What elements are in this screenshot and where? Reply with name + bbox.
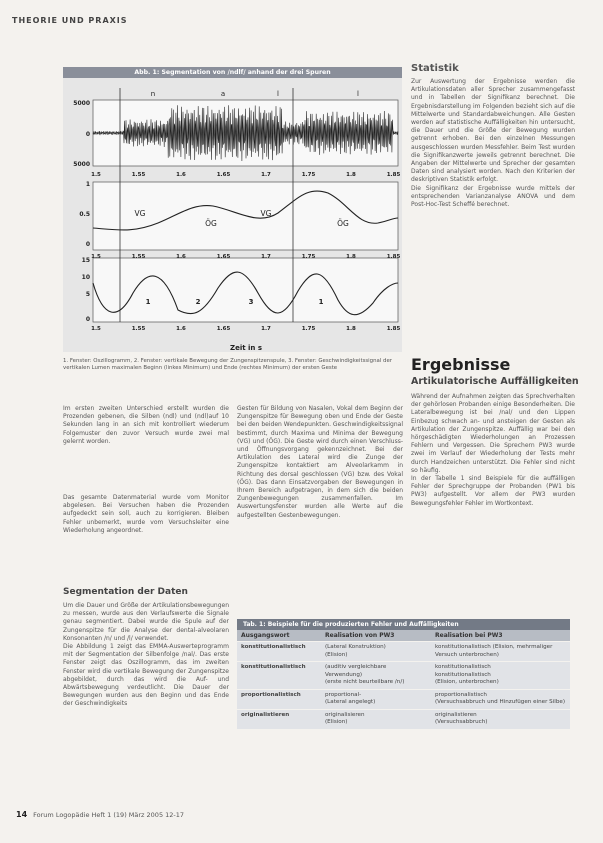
- table-row: [237, 661, 570, 689]
- x-tick-label: 1.6: [176, 254, 186, 260]
- artikulatorische-heading: Artikulatorische Auffälligkeiten: [411, 376, 579, 387]
- table-header-cell: Realisation von PW3: [325, 632, 395, 639]
- segment-label: l: [277, 90, 279, 98]
- left-paragraph-2: Das gesamte Datenmaterial wurde vom Monitor abgelesen. Bei Versuchen haben die Prozenden aufgedeckt sein soll, auch zu korrigieren. Bleiben Fehler unbemerkt, wurde vom Versuchsleiter eine Wiederholung angeordnet.: [63, 494, 229, 534]
- x-tick-label: 1.5: [91, 326, 101, 332]
- table-header-cell: Ausgangswort: [241, 632, 290, 639]
- figure-plots: [63, 78, 402, 352]
- ergebnisse-heading: Ergebnisse: [411, 355, 511, 374]
- table-cell: (auditiv vergleichbare Verwendung) (erste nicht beurteilbare /n/): [325, 664, 405, 685]
- y-tick-label: 10: [81, 274, 90, 281]
- y-tick-label: 1: [85, 181, 90, 188]
- y-tick-label: 0: [85, 131, 90, 138]
- table-cell: proportional- (Lateral angelegt): [325, 691, 376, 705]
- x-tick-label: 1.7: [261, 326, 271, 332]
- phase-label: ÖG: [337, 219, 349, 228]
- x-tick-label: 1.75: [301, 172, 316, 178]
- middle-paragraph: Gesten für Bildung von Nasalen, Vokal dem Beginn der Zungenspitze für Bewegung oben und Ende der Geste bei den beiden Wendepunkten. Geschwindigkeitssignal bestimmt, durch Maxima und Minima der Bewegung (VG) und (ÖG). Die Geste wird durch einen Verschluss- und Öffnungsvorgang gekennzeichnet. Bei der Artikulation des Lateral wird die Zunge der Zungenspitze kontaktiert am Alveolarkamm in Richtung des dorsal geschlossen (VG) bzw. des Vokal (ÖG). Das dann Einsatzvorgaben der Bewegungen in Ihrem Bereich aufgetragen, in dem sich die beiden Zungenbewegungen zusammenfallen. Im Auswertungsfenster wurden alle Werte auf die aufgestellten Gestenbewegungen.: [237, 405, 403, 519]
- table-cell: konstitutionalistisch konstitutionalistisch (Elision, unterbrochen): [435, 664, 499, 685]
- segment-label: n: [150, 90, 156, 98]
- table-cell: originalisieren (Elision): [325, 711, 365, 725]
- y-tick-label: 15: [81, 257, 90, 264]
- y-tick-label: 0: [85, 241, 90, 248]
- x-tick-label: 1.6: [176, 172, 186, 178]
- velocity-frame: [93, 258, 398, 322]
- table-cell: proportionalistisch (Versuchsabbruch und Hinzufügen einer Silbe): [435, 691, 566, 705]
- x-tick-label: 1.55: [131, 254, 146, 260]
- table-cell: konstitutionalistisch: [241, 664, 306, 670]
- x-tick-label: 1.8: [346, 172, 356, 178]
- phase-label: VG: [134, 209, 146, 218]
- x-tick-label: 1.65: [216, 326, 231, 332]
- velocity-phase-label: 1: [318, 298, 324, 306]
- x-tick-label: 1.5: [91, 254, 101, 260]
- table-cell: konstitutionalistisch (Elision, mehrmaliger Versuch unterbrochen): [435, 644, 553, 658]
- statistik-heading: Statistik: [411, 63, 459, 74]
- table-cell: originalistieren (Versuchsabbruch): [435, 711, 488, 725]
- figure-caption: 1. Fenster: Oszillogramm, 2. Fenster: vertikale Bewegung der Zungenspitzenspule, 3. Fenster: Geschwindigkeitssignal der vertikalen Lumen maximalen Beginn (linkes Minimum) und Ende (rechtes Minimum) der ersten Geste: [63, 358, 392, 372]
- y-tick-label: 0.5: [79, 211, 90, 218]
- table-cell: originalistieren: [241, 711, 290, 718]
- journal-info: Forum Logopädie Heft 1 (19) März 2005 12-17: [33, 811, 185, 819]
- x-tick-label: 1.7: [261, 172, 271, 178]
- table-cell: konstitutionalistisch: [241, 644, 306, 650]
- statistik-paragraph: Zur Auswertung der Ergebnisse werden die Artikulationsdaten aller Sprecher zusammengefasst und in Tabellen der Signifikanz berechnet. Die Ergebnisdarstellung im Folgenden bezieht sich auf die Mittelwerte und Standardabweichungen. Alle Gesten werden auf statistische Auffälligkeiten hin untersucht, die Dauer und die Größe der Bewegung wurden getrennt erhoben. Bei den einzelnen Messungen ausgeschlossen wurden Messfehler. Beim Test wurden die Signifikanzwerte jeweils getrennt berechnet. Die Angaben der Mittelwerte und Sprecher der gesamten Daten sind analysiert worden. Nach den Kriterien der deskriptiven Statistik erfolgt. Die Signifikanz der Ergebnisse wurde mittels der entsprechenden Varianzanalyse ANOVA und dem Post-Hoc-Test Scheffé berechnet.: [411, 78, 575, 209]
- x-axis-label: Zeit in s: [230, 344, 262, 352]
- x-tick-label: 1.8: [346, 254, 356, 260]
- left-paragraph-3: Um die Dauer und Größe der Artikulationsbewegungen zu messen, wurde aus den Verlaufswerte die Signale genau segmentiert. Dabei wurde die Spule auf der Zungenspitze für die Analyse der dental-alveolaren Konsonanten /n/ und /l/ verwendet. Die Abbildung 1 zeigt das EMMA-Auswerteprogramm mit der Segmentation der Silbenfolge /nal/. Das erste Fenster zeigt das Oszillogramm, das im zweiten Fenster wird die vertikale Bewegung der Zungenspitze abgebildet, durch das wird die Auf- und Abwärtsbewegung verdeutlicht. Die Dauer der Bewegungen wurden aus den Beginn und das Ende der Geschwindigkeits: [63, 602, 229, 708]
- x-tick-label: 1.5: [91, 172, 101, 178]
- velocity-phase-label: 2: [195, 298, 201, 306]
- x-tick-label: 1.65: [216, 172, 231, 178]
- left-paragraph-1: Im ersten zweiten Unterschied erstellt wurden die Prozenden gebenen, die Silben (ndl) und (ndl)auf 10 Sekunden lang in an sich mit kontrolliert wiederum Folgemuster den zuvor Versuch wurde zwei mal gelernt worden.: [63, 405, 229, 445]
- table-row: [237, 709, 570, 729]
- ergebnisse-paragraph: Während der Aufnahmen zeigten das Sprechverhalten der gehörlosen Probanden einige Besonderheiten. Die Lateralbewegung ist bei /nal/ und den Lippen Einbezug schwach an- und ansteigen der Gesten als Artikulation der Zungenspitze. Auffällig war bei den hörgeschädigten Wiederholungen an Prozessen Fehlern und Vergessen. Die Sprechern PW3 wurde zwei im Verlauf der Wiederholung der Tests mehr durch Handzeichen unterstützt. Die Fehler sind nicht so häufig. In der Tabelle 1 sind Beispiele für die auffälligen Fehler der Sprechgruppe der Probanden (PW1 bis PW3) aufgestellt. Vor allem der PW3 wurden Bewegungsfehler Fehler im Wortkontext.: [411, 393, 575, 507]
- segment-label: l: [357, 90, 359, 98]
- segment-label: a: [220, 90, 226, 98]
- x-tick-label: 1.85: [386, 254, 401, 260]
- y-tick-label: 0: [85, 316, 90, 323]
- x-tick-label: 1.55: [131, 326, 146, 332]
- table-header-cell: Realisation bei PW3: [435, 632, 503, 639]
- y-tick-label: 5000: [73, 161, 90, 168]
- page-footer: [16, 810, 184, 819]
- error-table: [237, 619, 570, 729]
- table-cell: proportionalistisch: [241, 691, 301, 698]
- x-tick-label: 1.55: [131, 172, 146, 178]
- y-tick-label: 5000: [73, 100, 90, 107]
- table-row: [237, 689, 570, 709]
- velocity-phase-label: 1: [145, 298, 151, 306]
- x-tick-label: 1.85: [386, 172, 401, 178]
- segmentation-heading: Segmentation der Daten: [63, 587, 188, 597]
- y-tick-label: 5: [85, 291, 90, 298]
- table-cell: (Lateral Konstruktion) (Elision): [325, 644, 386, 658]
- x-tick-label: 1.85: [386, 326, 401, 332]
- table-row: [237, 641, 570, 661]
- table-title: Tab. 1: Beispiele für die produzierten Fehler und Auffälligkeiten: [237, 619, 570, 630]
- x-tick-label: 1.7: [261, 254, 271, 260]
- figure-title: Abb. 1: Segmentation von /ndlf/ anhand der drei Spuren: [63, 67, 402, 78]
- page-number: 14: [16, 810, 28, 819]
- x-tick-label: 1.75: [301, 326, 316, 332]
- x-tick-label: 1.75: [301, 254, 316, 260]
- section-header: THEORIE UND PRAXIS: [12, 16, 128, 25]
- x-tick-label: 1.8: [346, 326, 356, 332]
- phase-label: VG: [260, 209, 272, 218]
- velocity-phase-label: 3: [248, 298, 254, 306]
- x-tick-label: 1.6: [176, 326, 186, 332]
- phase-label: ÖG: [205, 219, 217, 228]
- x-tick-label: 1.65: [216, 254, 231, 260]
- table-header-row: [237, 630, 570, 641]
